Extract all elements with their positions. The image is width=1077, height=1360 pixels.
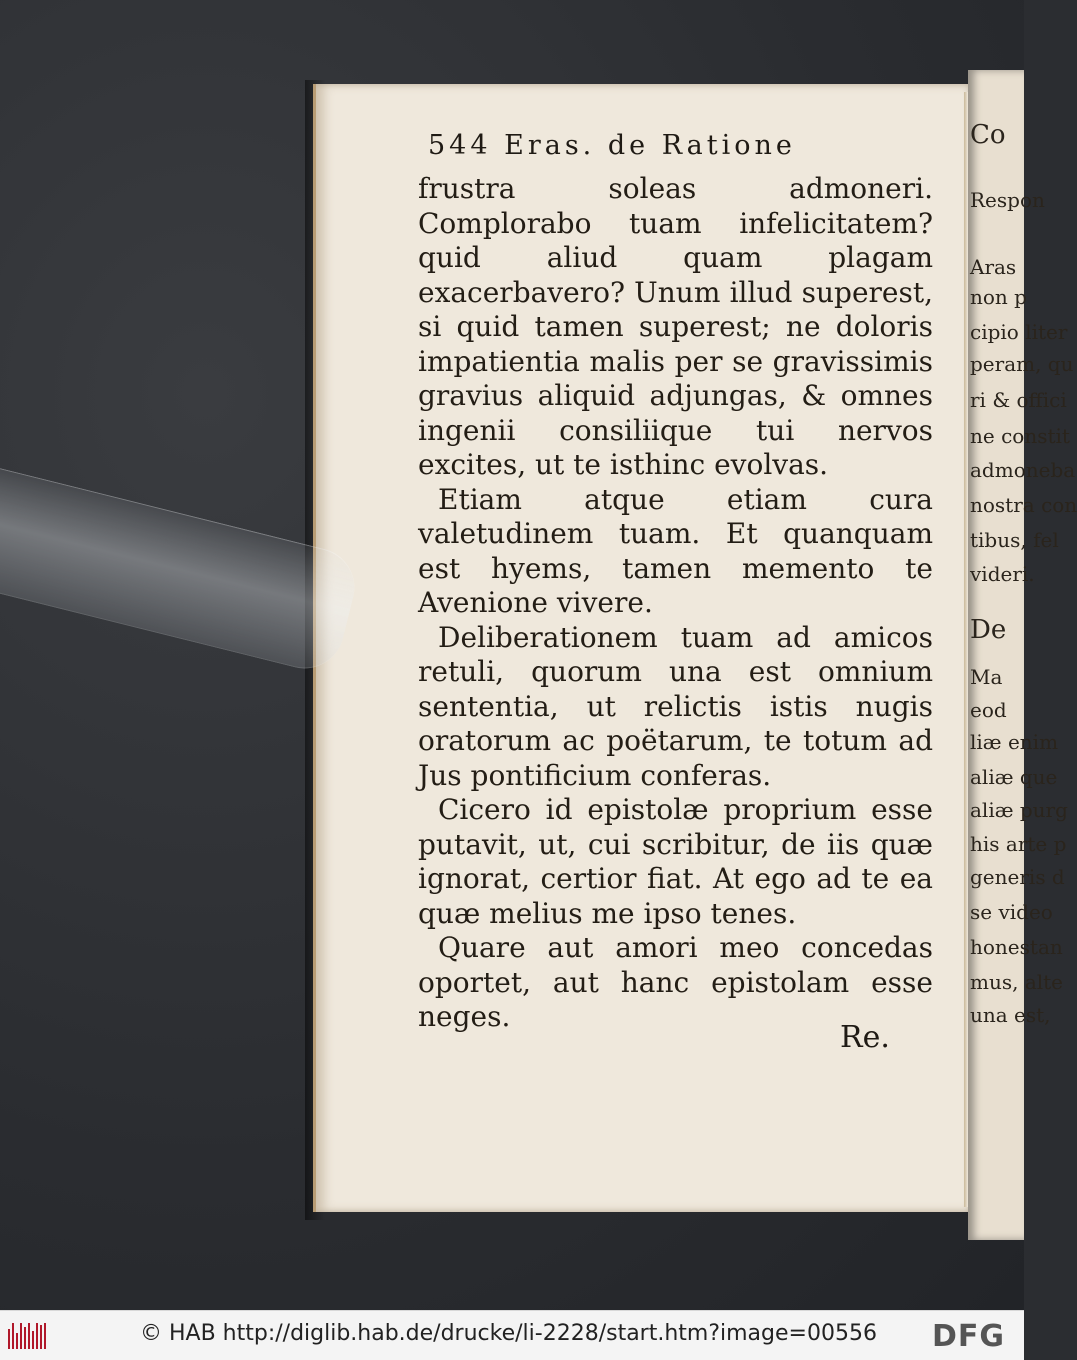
facing-page-line: nostra con	[970, 493, 1077, 517]
facing-page-line: aliæ purg	[970, 798, 1068, 822]
facing-page-line: Ma	[970, 665, 1003, 689]
facing-page-line: Co	[970, 120, 1006, 150]
footer-bar	[0, 1310, 1024, 1360]
facing-page-line: liæ enim	[970, 730, 1059, 754]
show-through	[420, 1030, 890, 1090]
facing-page-line: eod	[970, 698, 1007, 722]
paragraph: Deliberationem tuam ad amicos retuli, quorum una est omnium sententia, ut relictis istis nugis oratorum ac poëtarum, te totum ad Jus pontificium conferas.	[418, 620, 933, 792]
hab-logo-icon[interactable]	[8, 1323, 46, 1349]
facing-page-line: his arte p	[970, 832, 1067, 856]
facing-page-line: peram, qu	[970, 352, 1074, 376]
facing-page-line: Respon	[970, 188, 1045, 212]
paragraph: frustra soleas admoneri. Complorabo tuam infelicitatem? quid aliud quam plagam exacerbavero? Unum illud superest, si quid tamen superest; ne doloris impatientia malis per se gravissimis gravius aliquid adjungas, & omnes ingenii consiliique tui nervos excites, ut te isthinc evolvas.	[418, 172, 933, 481]
facing-page-line: generis d	[970, 865, 1065, 889]
facing-page-line: non p	[970, 285, 1027, 309]
paragraph: Cicero id epistolæ proprium esse putavit, ut, cui scribitur, de iis quæ ignorat, certior fiat. At ego ad te ea quæ melius me ipso tenes.	[418, 793, 933, 930]
facing-page-line: De	[970, 615, 1007, 645]
catchword: Re.	[840, 1020, 890, 1055]
facing-page-line: aliæ que	[970, 765, 1058, 789]
facing-page-fragment	[968, 70, 1077, 1240]
footer-copyright-link[interactable]: © HAB http://diglib.hab.de/drucke/li-2228/start.htm?image=00556	[140, 1321, 877, 1346]
dfg-logo[interactable]: DFG	[932, 1319, 1006, 1354]
facing-page-line: honestan	[970, 935, 1063, 959]
page-body-text	[418, 172, 933, 1035]
facing-page-line: cipio liter	[970, 320, 1068, 344]
facing-page-line: mus, alte	[970, 970, 1064, 994]
facing-page-line: tibus, fel	[970, 528, 1059, 552]
facing-page-line: se video	[970, 900, 1053, 924]
facing-page-line: ri & offici	[970, 388, 1067, 412]
paragraph: Etiam atque etiam cura valetudinem tuam. Et quanquam est hyems, tamen memento te Avenione vivere.	[418, 482, 933, 619]
facing-page-line: videri.	[970, 562, 1035, 586]
facing-page-line: ne constit	[970, 424, 1070, 448]
facing-page-line: Aras	[970, 255, 1017, 279]
running-head: 544 Eras. de Ratione	[428, 130, 796, 161]
facing-page-line: admoneba	[970, 458, 1076, 482]
paragraph: Quare aut amori meo concedas oportet, aut hanc epistolam esse neges.	[418, 931, 933, 1033]
facing-page-line: una est,	[970, 1003, 1051, 1027]
